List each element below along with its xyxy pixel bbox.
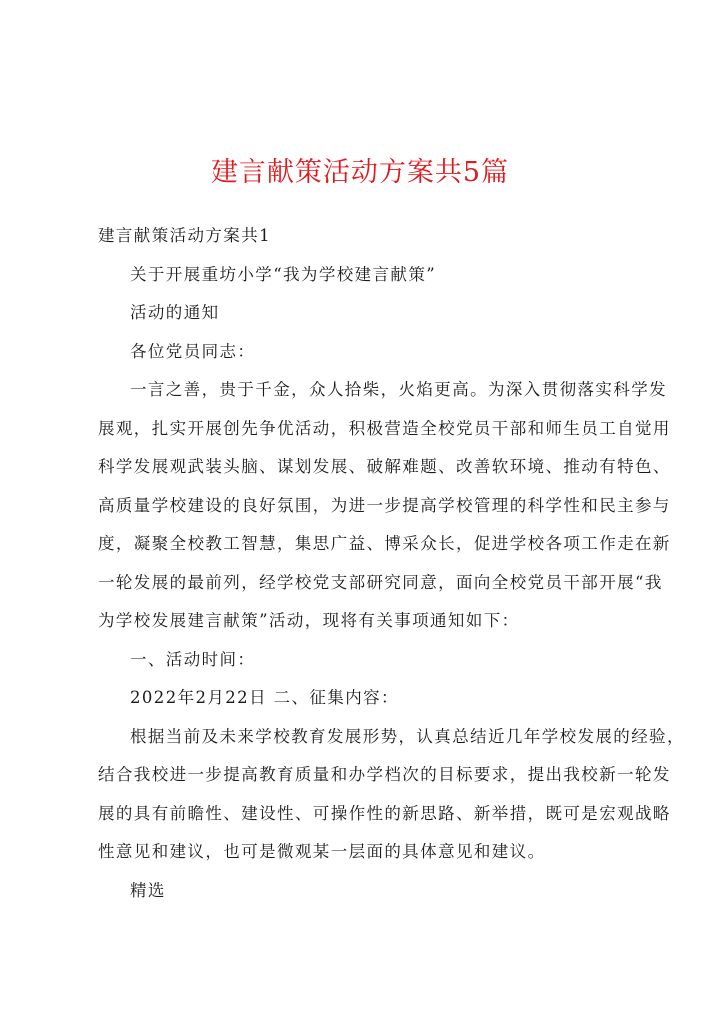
item-heading: 一、活动时间： [130,650,256,669]
salutation: 各位党员同志： [130,342,256,361]
paragraph-line: 高质量学校建设的良好氛围，为进一步提高学校管理的科学性和民主参与 [98,496,671,515]
paragraph-line: 展的具有前瞻性、建设性、可操作性的新思路、新举措，既可是宏观战略 [98,804,671,823]
paragraph-line: 度，凝聚全校教工智慧，集思广益、博采众长，促进学校各项工作走在新 [98,534,671,553]
paragraph-line: 为学校发展建言献策”活动，现将有关事项通知如下： [98,611,520,630]
document-title: 建言献策活动方案共5篇 [210,157,510,188]
item-line: 2022年2月22日 二、征集内容： [130,688,399,707]
section-heading: 建言献策活动方案共1 [98,226,271,245]
paragraph-line: 结合我校进一步提高教育质量和办学档次的目标要求，提出我校新一轮发 [98,765,671,784]
paragraph-line: 根据当前及未来学校教育发展形势，认真总结近几年学校发展的经验， [130,727,685,746]
paragraph-line: 展观，扎实开展创先争优活动，积极营造全校党员干部和师生员工自觉用 [98,419,671,438]
paragraph-line: 一轮发展的最前列，经学校党支部研究同意，面向全校党员干部开展“我 [98,573,663,592]
notice-subtitle: 活动的通知 [130,303,220,322]
paragraph-line: 性意见和建议，也可是微观某一层面的具体意见和建议。 [98,842,546,861]
footer-text: 精选 [130,881,166,900]
notice-title: 关于开展重坊小学“我为学校建言献策” [130,265,437,284]
paragraph-line: 科学发展观武装头脑、谋划发展、破解难题、改善软环境、推动有特色、 [98,457,671,476]
paragraph-line: 一言之善，贵于千金，众人拾柴，火焰更高。为深入贯彻落实科学发 [130,380,667,399]
